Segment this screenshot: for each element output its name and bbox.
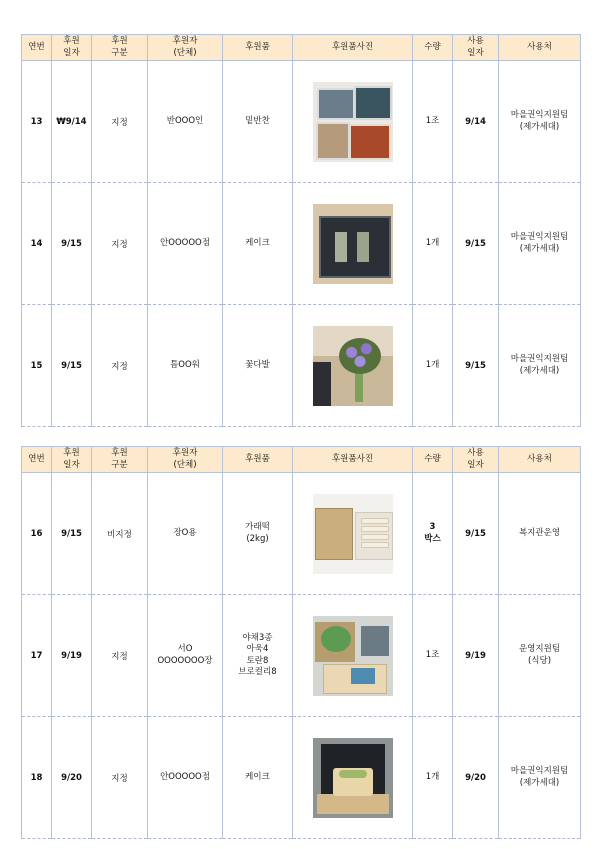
cell-type: 비지정	[92, 473, 148, 595]
cell-item: 케이크	[223, 183, 293, 305]
cake-photo	[313, 738, 393, 818]
cell-type: 지정	[92, 595, 148, 717]
header-no: 연번	[22, 447, 52, 473]
cell-date: ₩9/14	[52, 61, 92, 183]
cell-item: 케이크	[223, 717, 293, 839]
header-type: 후원 구분	[92, 447, 148, 473]
cell-type: 지정	[92, 61, 148, 183]
cell-donor: 틈OO워	[148, 305, 223, 427]
cell-donor: 서O OOOOOOO장	[148, 595, 223, 717]
table-row	[22, 595, 581, 717]
header-donor: 후원자 (단체)	[148, 35, 223, 61]
side-dish-photo	[313, 82, 393, 162]
cell-use-date: 9/15	[453, 183, 499, 305]
cell-qty: 1개	[413, 717, 453, 839]
cell-no: 16	[22, 473, 52, 595]
header-donor: 후원자 (단체)	[148, 447, 223, 473]
table-row	[22, 717, 581, 839]
table-row	[22, 61, 581, 183]
header-photo: 후원품사진	[293, 447, 413, 473]
cell-type: 지정	[92, 305, 148, 427]
header-use-place: 사용처	[499, 35, 581, 61]
header-use-date: 사용 일자	[453, 447, 499, 473]
cell-use-date: 9/20	[453, 717, 499, 839]
cell-photo	[293, 61, 413, 183]
cell-use-place: 운영지원팀 (식당)	[499, 595, 581, 717]
cell-donor: 안OOOOO점	[148, 183, 223, 305]
cell-use-place: 복지관운영	[499, 473, 581, 595]
cell-date: 9/19	[52, 595, 92, 717]
cell-no: 17	[22, 595, 52, 717]
cell-item: 꽃다발	[223, 305, 293, 427]
cell-item: 가래떡 (2kg)	[223, 473, 293, 595]
header-photo: 후원품사진	[293, 35, 413, 61]
header-date: 후원 일자	[52, 35, 92, 61]
cell-date: 9/15	[52, 183, 92, 305]
cell-date: 9/15	[52, 305, 92, 427]
table-row	[22, 183, 581, 305]
header-use-date: 사용 일자	[453, 35, 499, 61]
header-date: 후원 일자	[52, 447, 92, 473]
cell-item: 야채3종 아욱4 토란8 브로컬리8	[223, 595, 293, 717]
cell-type: 지정	[92, 183, 148, 305]
cell-date: 9/15	[52, 473, 92, 595]
cell-photo	[293, 595, 413, 717]
cell-item: 밑반찬	[223, 61, 293, 183]
cell-photo	[293, 183, 413, 305]
table-row	[22, 305, 581, 427]
cell-qty: 3 박스	[413, 473, 453, 595]
cake-box-photo	[313, 204, 393, 284]
header-type: 후원 구분	[92, 35, 148, 61]
cell-use-date: 9/19	[453, 595, 499, 717]
table-row	[22, 473, 581, 595]
cell-use-date: 9/14	[453, 61, 499, 183]
cell-qty: 1개	[413, 305, 453, 427]
header-qty: 수량	[413, 35, 453, 61]
flower-bouquet-photo	[313, 326, 393, 406]
header-item: 후원품	[223, 35, 293, 61]
header-qty: 수량	[413, 447, 453, 473]
header-row	[22, 35, 581, 61]
cell-photo	[293, 305, 413, 427]
cell-no: 18	[22, 717, 52, 839]
cell-donor: 안OOOOO점	[148, 717, 223, 839]
cell-donor: 반OOO인	[148, 61, 223, 183]
cell-use-place: 마을권익지원팀 (제가세대)	[499, 183, 581, 305]
rice-cake-photo	[313, 494, 393, 574]
cell-date: 9/20	[52, 717, 92, 839]
cell-qty: 1개	[413, 183, 453, 305]
vegetables-photo	[313, 616, 393, 696]
cell-donor: 장O용	[148, 473, 223, 595]
donation-table-2	[21, 446, 581, 839]
cell-qty: 1조	[413, 61, 453, 183]
cell-no: 13	[22, 61, 52, 183]
cell-photo	[293, 717, 413, 839]
header-item: 후원품	[223, 447, 293, 473]
header-use-place: 사용처	[499, 447, 581, 473]
cell-no: 14	[22, 183, 52, 305]
cell-photo	[293, 473, 413, 595]
donation-table-1	[21, 34, 581, 427]
cell-use-date: 9/15	[453, 305, 499, 427]
header-no: 연번	[22, 35, 52, 61]
cell-use-place: 마을권익지원팀 (제가세대)	[499, 61, 581, 183]
cell-use-place: 마을권익지원팀 (제가세대)	[499, 305, 581, 427]
cell-no: 15	[22, 305, 52, 427]
cell-type: 지정	[92, 717, 148, 839]
cell-qty: 1조	[413, 595, 453, 717]
cell-use-date: 9/15	[453, 473, 499, 595]
header-row	[22, 447, 581, 473]
cell-use-place: 마을권익지원팀 (제가세대)	[499, 717, 581, 839]
